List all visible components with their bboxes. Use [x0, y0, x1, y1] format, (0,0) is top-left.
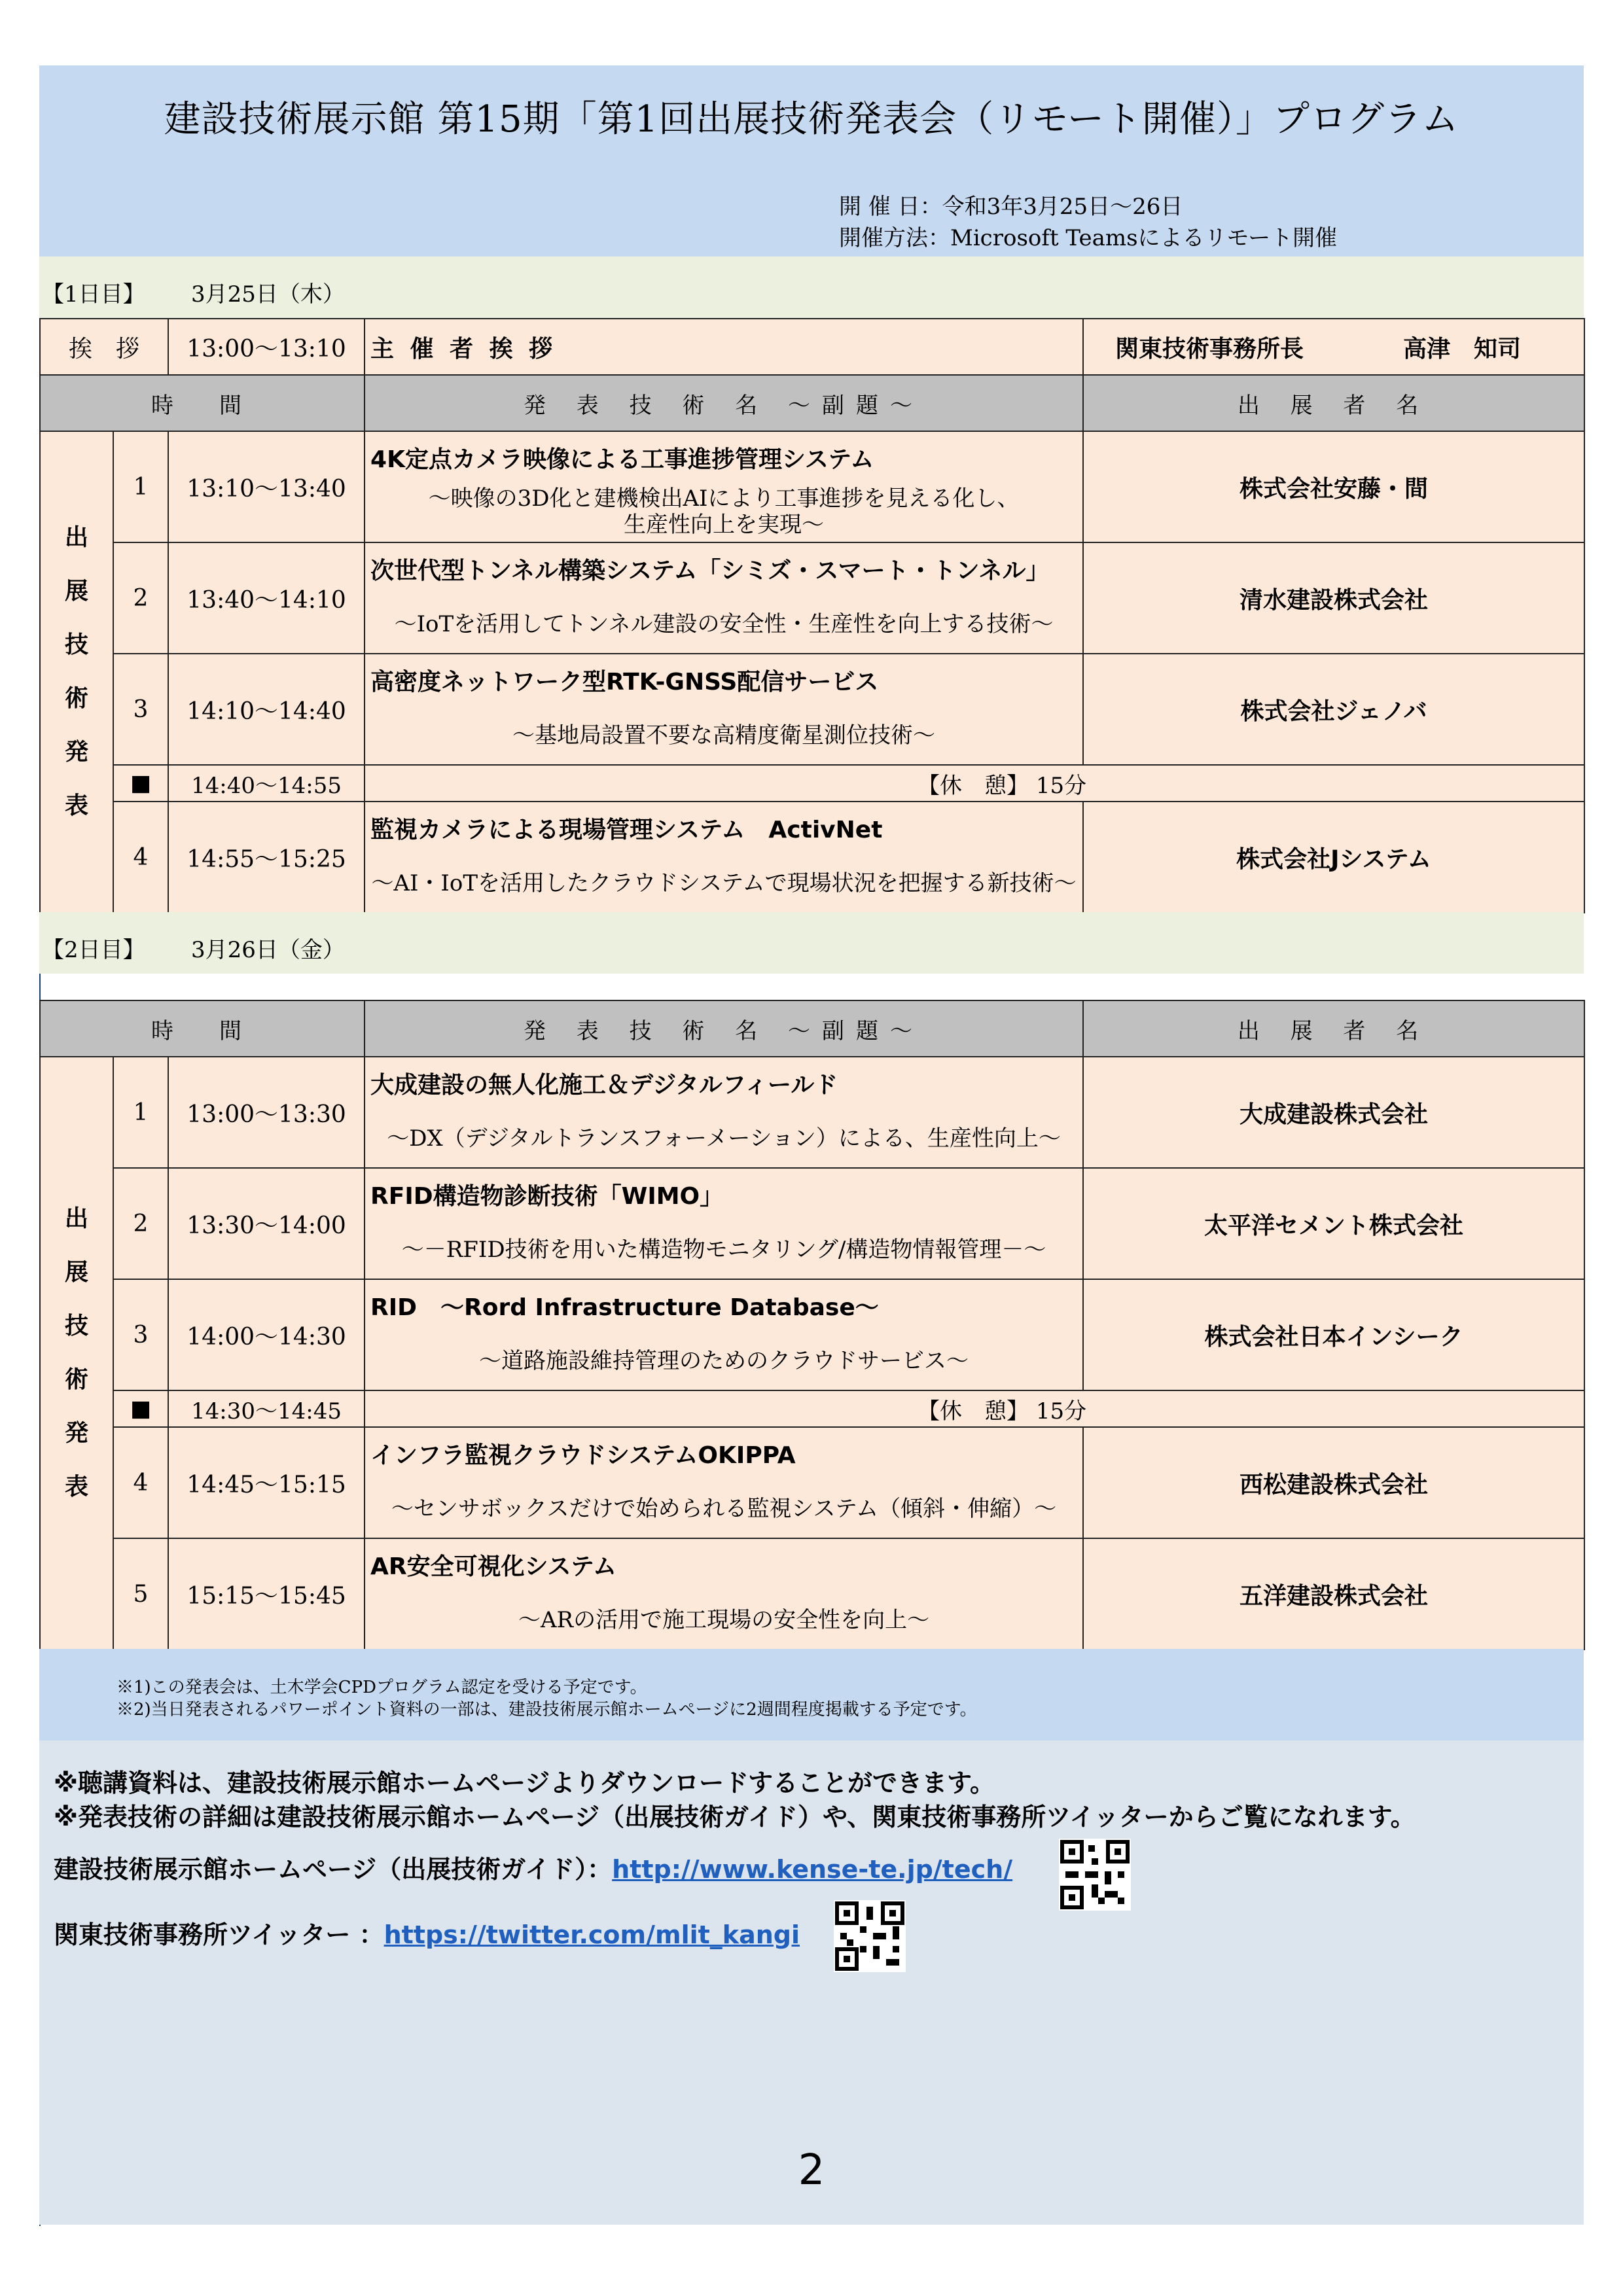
talk-title: AR安全可視化システム	[370, 1553, 617, 1580]
talk-exhibitor: 大成建設株式会社	[1083, 1057, 1584, 1168]
col-tech-header: 発 表 技 術 名 ～副題～	[365, 375, 1083, 431]
col-tech-header: 発 表 技 術 名 ～副題～	[365, 1000, 1083, 1057]
qr-icon	[1059, 1839, 1131, 1911]
note-1: ※1)この発表会は、土木学会CPDプログラム認定を受ける予定です。	[116, 1678, 647, 1697]
section-char: 出	[64, 524, 88, 551]
notes-band	[39, 1649, 1584, 1740]
talk-title: 監視カメラによる現場管理システム ActivNet	[370, 817, 883, 843]
homepage-qr-code	[1059, 1839, 1131, 1911]
talk-tech	[365, 542, 1083, 654]
break-time: 14:40～14:55	[168, 765, 365, 802]
event-date: 開 催 日：令和3年3月25日～26日	[839, 194, 1183, 220]
col-time-header: 時 間	[40, 1000, 365, 1057]
section-char: 展	[64, 578, 88, 605]
talk-title: RFID構造物診断技術「WIMO」	[370, 1183, 724, 1210]
talk-no: 1	[113, 431, 168, 542]
talk-tech	[365, 1538, 1083, 1650]
talk-time: 13:30～14:00	[168, 1168, 365, 1279]
section-char: 技	[64, 1313, 88, 1339]
talk-no: 3	[113, 654, 168, 765]
talk-subtitle-2: 生産性向上を実現～	[624, 512, 825, 538]
page-number: 2	[798, 2146, 825, 2195]
talk-subtitle: ～ARの活用で施工現場の安全性を向上～	[518, 1607, 930, 1633]
talk-exhibitor: 太平洋セメント株式会社	[1083, 1168, 1584, 1279]
talk-no: 1	[113, 1057, 168, 1168]
talk-no: 5	[113, 1538, 168, 1650]
greeting-label: 挨 拶	[40, 319, 168, 375]
day2-date: 3月26日（金）	[191, 937, 345, 963]
talk-time: 14:10～14:40	[168, 654, 365, 765]
break-marker: ■	[113, 1390, 168, 1427]
break-row	[40, 765, 1584, 802]
speaker-name: 高津 知司	[1403, 335, 1522, 362]
table-row	[40, 1168, 1584, 1279]
talk-subtitle: ～道路施設維持管理のためのクラウドサービス～	[479, 1348, 969, 1374]
talk-tech	[365, 1057, 1083, 1168]
note-2: ※2)当日発表されるパワーポイント資料の一部は、建設技術展示館ホームページに2週間程度掲載する予定です。	[116, 1700, 977, 1720]
talk-exhibitor: 株式会社安藤・間	[1083, 431, 1584, 542]
col-exhibitor-header: 出 展 者 名	[1083, 1000, 1584, 1057]
table-row	[40, 802, 1584, 913]
section-char: 出	[64, 1205, 88, 1232]
talk-time: 13:00～13:30	[168, 1057, 365, 1168]
talk-time: 13:10～13:40	[168, 431, 365, 542]
table-row	[40, 1279, 1584, 1390]
talk-subtitle: ～DX（デジタルトランスフォーメーション）による、生産性向上～	[387, 1125, 1061, 1152]
talk-no: 2	[113, 1168, 168, 1279]
break-marker: ■	[113, 765, 168, 802]
talk-subtitle: ～－RFID技術を用いた構造物モニタリング/構造物情報管理－～	[401, 1237, 1046, 1263]
talk-exhibitor: 株式会社ジェノバ	[1083, 654, 1584, 765]
speaker-role: 関東技術事務所長	[1115, 335, 1304, 362]
day1-header-row	[40, 375, 1584, 431]
talk-subtitle: ～基地局設置不要な高精度衛星測位技術～	[512, 722, 936, 749]
section-char: 技	[64, 631, 88, 658]
talk-time: 14:00～14:30	[168, 1279, 365, 1390]
talk-exhibitor: 五洋建設株式会社	[1083, 1538, 1584, 1650]
table-row	[40, 542, 1584, 654]
section-label-vertical	[40, 431, 113, 913]
talk-time: 14:55～15:25	[168, 802, 365, 913]
talk-time: 14:45～15:15	[168, 1427, 365, 1538]
table-row	[40, 1538, 1584, 1650]
talk-tech	[365, 1279, 1083, 1390]
footer-line-2: ※発表技術の詳細は建設技術展示館ホームページ（出展技術ガイド）や、関東技術事務所ツイッターからご覧になれます。	[54, 1803, 1416, 1831]
event-method: 開催方法：Microsoft Teamsによるリモート開催	[839, 225, 1338, 251]
talk-title: 4K定点カメラ映像による工事進捗管理システム	[370, 446, 874, 473]
twitter-label: 関東技術事務所ツイッター ：	[54, 1920, 384, 1949]
talk-subtitle: ～映像の3D化と建機検出AIにより工事進捗を見える化し、	[428, 486, 1020, 512]
talk-title: 大成建設の無人化施工＆デジタルフィールド	[370, 1072, 838, 1099]
homepage-link[interactable]: http://www.kense-te.jp/tech/	[612, 1855, 1013, 1884]
day1-table	[39, 374, 1585, 913]
break-time: 14:30～14:45	[168, 1390, 365, 1427]
greeting-row	[40, 319, 1584, 375]
talk-title: RID ～Rord Infrastructure Database～	[370, 1294, 879, 1321]
homepage-label: 建設技術展示館ホームページ（出展技術ガイド）：	[54, 1855, 613, 1884]
talk-subtitle: ～IoTを活用してトンネル建設の安全性・生産性を向上する技術～	[394, 611, 1054, 637]
table-row	[40, 431, 1584, 542]
day1-label: 【1日目】	[42, 281, 145, 308]
talk-tech	[365, 654, 1083, 765]
col-exhibitor-header: 出 展 者 名	[1083, 375, 1584, 431]
talk-time: 13:40～14:10	[168, 542, 365, 654]
section-char: 発	[64, 739, 88, 766]
greeting-title: 主 催 者 挨 拶	[365, 319, 1083, 375]
talk-tech	[365, 1168, 1083, 1279]
page-title: 建設技術展示館 第15期「第1回出展技術発表会（リモート開催）」プログラム	[164, 98, 1459, 141]
section-char: 術	[64, 1366, 88, 1393]
talk-no: 4	[113, 802, 168, 913]
talk-title: 高密度ネットワーク型RTK-GNSS配信サービス	[370, 669, 879, 696]
talk-tech	[365, 802, 1083, 913]
section-label-vertical	[40, 1057, 113, 1650]
col-time-header: 時 間	[40, 375, 365, 431]
talk-exhibitor: 清水建設株式会社	[1083, 542, 1584, 654]
section-char: 展	[64, 1259, 88, 1286]
day1-date: 3月25日（木）	[191, 281, 345, 308]
twitter-link[interactable]: https://twitter.com/mlit_kangi	[383, 1920, 800, 1949]
footer-band	[39, 1740, 1584, 2225]
break-label: 【休 憩】 15分	[365, 1390, 1584, 1427]
talk-title: 次世代型トンネル構築システム「シミズ・スマート・トンネル」	[370, 557, 1050, 584]
greeting-time: 13:00～13:10	[168, 319, 365, 375]
homepage-line	[54, 1849, 1012, 1885]
talk-title: インフラ監視クラウドシステムOKIPPA	[370, 1442, 796, 1469]
talk-tech	[365, 1427, 1083, 1538]
break-label: 【休 憩】 15分	[365, 765, 1584, 802]
section-char: 表	[64, 1474, 88, 1500]
day1-greeting-table	[39, 318, 1585, 376]
talk-exhibitor: 株式会社Jシステム	[1083, 802, 1584, 913]
program-header	[39, 65, 1584, 256]
table-row	[40, 1427, 1584, 1538]
twitter-line	[54, 1915, 800, 1951]
day2-label: 【2日目】	[42, 937, 145, 963]
table-row	[40, 1057, 1584, 1168]
talk-exhibitor: 株式会社日本インシーク	[1083, 1279, 1584, 1390]
talk-tech	[365, 431, 1083, 542]
footer-line-1: ※聴講資料は、建設技術展示館ホームページよりダウンロードすることができます。	[54, 1769, 995, 1797]
talk-subtitle: ～センサボックスだけで始められる監視システム（傾斜・伸縮）～	[391, 1496, 1057, 1522]
talk-subtitle: ～AI・IoTを活用したクラウドシステムで現場状況を把握する新技術～	[371, 870, 1077, 896]
program-page	[39, 65, 1584, 2225]
talk-exhibitor: 西松建設株式会社	[1083, 1427, 1584, 1538]
table-row	[40, 654, 1584, 765]
day1-band	[39, 256, 1584, 318]
talk-no: 4	[113, 1427, 168, 1538]
section-char: 表	[64, 792, 88, 819]
section-char: 術	[64, 685, 88, 712]
qr-icon	[834, 1900, 906, 1972]
break-row	[40, 1390, 1584, 1427]
greeting-speaker	[1083, 319, 1584, 375]
day2-header-row	[40, 1000, 1584, 1057]
talk-time: 15:15～15:45	[168, 1538, 365, 1650]
day2-table	[39, 1000, 1585, 1650]
twitter-qr-code	[834, 1900, 906, 1972]
talk-no: 3	[113, 1279, 168, 1390]
talk-no: 2	[113, 542, 168, 654]
day2-band	[39, 912, 1584, 974]
section-char: 発	[64, 1420, 88, 1447]
